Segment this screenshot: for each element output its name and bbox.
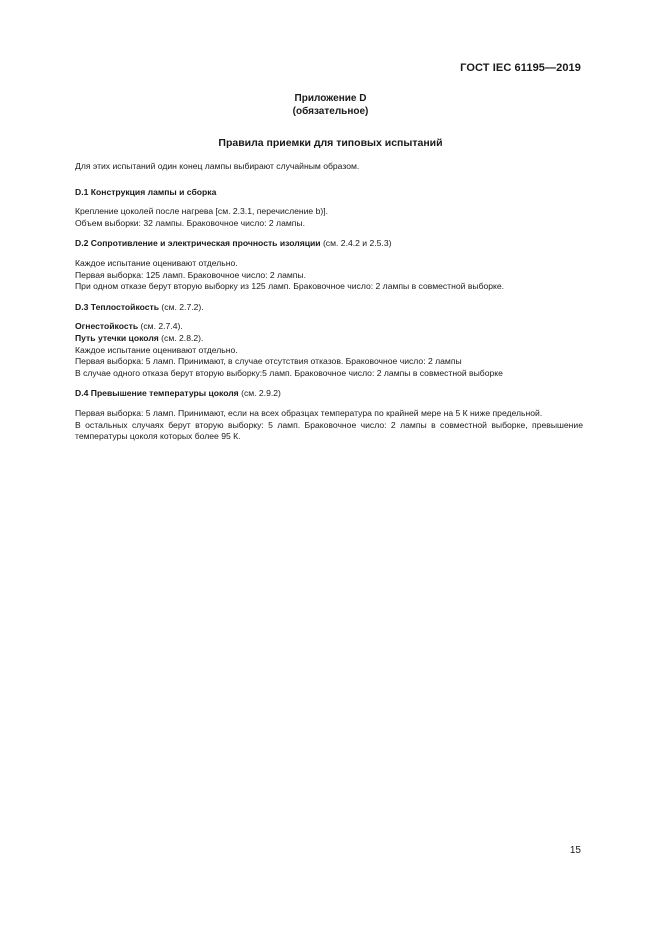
body-paragraph: Первая выборка: 5 ламп. Принимают, если на всех образцах температура по крайней мере на 5 К ниже предельной.	[75, 407, 543, 418]
section-d4	[75, 388, 583, 442]
body-line	[75, 321, 583, 333]
body-line: Первая выборка: 125 ламп. Браковочное число: 2 лампы.	[75, 269, 306, 280]
body-line: Каждое испытание оценивают отдельно.	[75, 344, 238, 355]
body-line: Первая выборка: 5 ламп. Принимают, в случае отсутствия отказов. Браковочное число: 2 лампы	[75, 356, 462, 367]
creepage-reference: (см. 2.8.2).	[158, 332, 204, 343]
creepage-label: Путь утечки цоколя	[75, 332, 159, 343]
page-title: Правила приемки для типовых испытаний	[218, 137, 443, 149]
section-heading-text: D.3 Теплостойкость	[75, 301, 160, 312]
annex-status: (обязательное)	[292, 106, 369, 117]
fire-reference: (см. 2.7.4).	[138, 321, 183, 332]
section-heading-text: D.2 Сопротивление и электрическая прочность изоляции	[75, 238, 321, 249]
section-d2	[75, 238, 583, 292]
section-reference: (см. 2.9.2)	[238, 388, 281, 399]
body-line: Каждое испытание оценивают отдельно.	[75, 257, 238, 268]
body-paragraph: В остальных случаях берут вторую выборку: 5 ламп. Браковочное число: 2 лампы в совместной выборке, превышение температуры цоколя которых более 95 К.	[75, 419, 583, 442]
annex-heading	[0, 92, 661, 118]
section-d1	[75, 187, 583, 230]
standard-designation: ГОСТ IEC 61195—2019	[460, 62, 581, 74]
section-reference: (см. 2.4.2 и 2.5.3)	[320, 238, 392, 249]
body-line	[75, 333, 583, 345]
fire-label: Огнестойкость	[75, 321, 139, 332]
body-line: В случае одного отказа берут вторую выборку:5 ламп. Браковочное число: 2 лампы в совместной выборке	[75, 367, 503, 378]
section-heading	[75, 388, 583, 400]
body-line: При одном отказе берут вторую выборку из 125 ламп. Браковочное число: 2 лампы в совместной выборке.	[75, 281, 505, 292]
section-heading	[75, 238, 583, 250]
body-line: Крепление цоколей после нагрева [см. 2.3.1, перечисление b)].	[75, 206, 328, 217]
section-reference: (см. 2.7.2).	[159, 301, 204, 312]
document-body	[75, 161, 583, 452]
section-d3	[75, 302, 583, 380]
intro-paragraph: Для этих испытаний один конец лампы выбирают случайным образом.	[75, 161, 360, 171]
page-number: 15	[569, 845, 581, 856]
section-heading-text: D.4 Превышение температуры цоколя	[75, 388, 239, 399]
section-heading: D.1 Конструкция лампы и сборка	[75, 186, 217, 197]
section-heading	[75, 302, 583, 314]
body-line: Объем выборки: 32 лампы. Браковочное число: 2 лампы.	[75, 217, 305, 228]
annex-title: Приложение D	[294, 93, 367, 104]
